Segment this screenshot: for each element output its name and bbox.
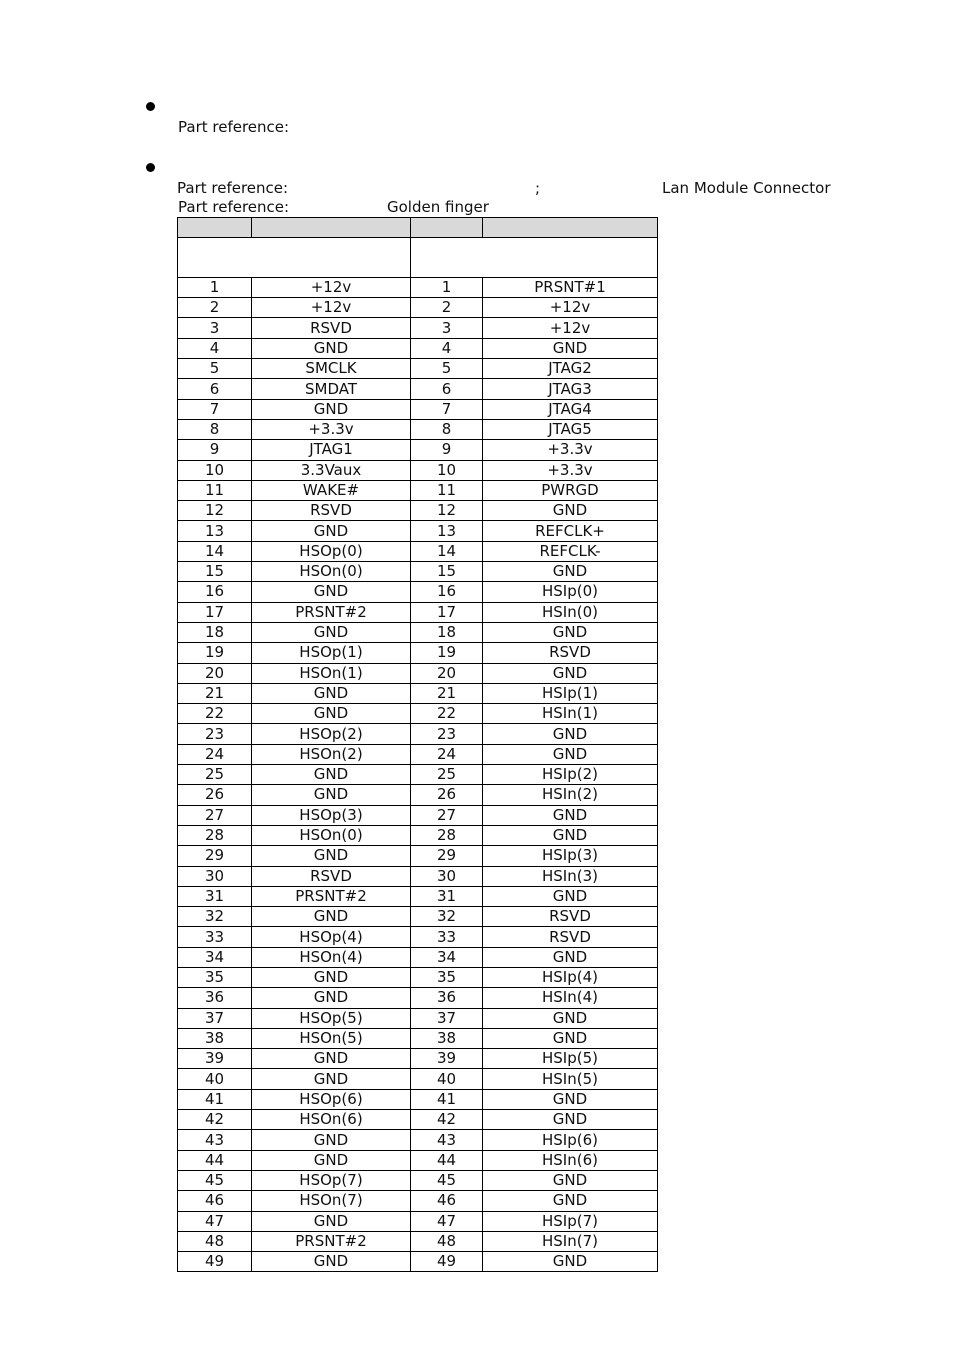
pin-number-side-a: 24 [178, 744, 252, 764]
signal-side-b: HSIn(5) [483, 1069, 658, 1089]
signal-side-a: GND [252, 1069, 411, 1089]
subheader-cell [411, 238, 658, 258]
pin-number-side-a: 28 [178, 825, 252, 845]
signal-side-b: HSIp(5) [483, 1049, 658, 1069]
signal-side-b: GND [483, 1252, 658, 1272]
signal-side-b: GND [483, 1170, 658, 1190]
pin-number-side-a: 32 [178, 907, 252, 927]
signal-side-a: GND [252, 338, 411, 358]
pin-number-side-a: 10 [178, 460, 252, 480]
table-row [178, 907, 658, 927]
table-row [178, 1191, 658, 1211]
pin-number-side-b: 37 [411, 1008, 483, 1028]
table-row [178, 440, 658, 460]
signal-side-a: PRSNT#2 [252, 886, 411, 906]
signal-side-b: HSIp(4) [483, 967, 658, 987]
pin-number-side-a: 36 [178, 988, 252, 1008]
signal-side-a: GND [252, 582, 411, 602]
signal-side-a: HSOn(6) [252, 1110, 411, 1130]
pin-number-side-a: 46 [178, 1191, 252, 1211]
table-row [178, 988, 658, 1008]
pin-number-side-b: 32 [411, 907, 483, 927]
pin-number-side-a: 26 [178, 785, 252, 805]
table-row [178, 582, 658, 602]
spacer-cell [178, 258, 411, 278]
table-row [178, 927, 658, 947]
pin-number-side-a: 48 [178, 1231, 252, 1251]
signal-side-a: HSOn(5) [252, 1028, 411, 1048]
signal-side-b: +3.3v [483, 440, 658, 460]
pin-number-side-b: 28 [411, 825, 483, 845]
signal-side-a: +12v [252, 277, 411, 297]
subheader-cell [178, 238, 411, 258]
part-reference-value-lan-module: Lan Module Connector [662, 179, 831, 197]
pin-number-side-b: 16 [411, 582, 483, 602]
table-row [178, 1089, 658, 1109]
pin-number-side-b: 38 [411, 1028, 483, 1048]
pin-number-side-b: 49 [411, 1252, 483, 1272]
signal-side-b: JTAG2 [483, 359, 658, 379]
header-cell [252, 218, 411, 238]
pin-number-side-b: 12 [411, 501, 483, 521]
signal-side-a: GND [252, 988, 411, 1008]
signal-side-b: GND [483, 724, 658, 744]
table-row [178, 501, 658, 521]
pin-number-side-b: 18 [411, 622, 483, 642]
signal-side-b: HSIp(6) [483, 1130, 658, 1150]
pin-number-side-a: 2 [178, 298, 252, 318]
pin-number-side-a: 41 [178, 1089, 252, 1109]
signal-side-b: GND [483, 805, 658, 825]
table-row [178, 460, 658, 480]
table-row [178, 825, 658, 845]
signal-side-a: GND [252, 1211, 411, 1231]
bullet-1 [146, 102, 155, 111]
signal-side-a: GND [252, 1150, 411, 1170]
pin-number-side-a: 21 [178, 683, 252, 703]
table-spacer-row [178, 258, 658, 278]
pin-number-side-b: 45 [411, 1170, 483, 1190]
signal-side-a: GND [252, 683, 411, 703]
pin-number-side-b: 40 [411, 1069, 483, 1089]
signal-side-b: HSIn(0) [483, 602, 658, 622]
table-row [178, 1231, 658, 1251]
signal-side-b: GND [483, 1110, 658, 1130]
pin-number-side-b: 2 [411, 298, 483, 318]
header-cell [178, 218, 252, 238]
pin-number-side-a: 40 [178, 1069, 252, 1089]
table-row [178, 602, 658, 622]
signal-side-b: GND [483, 825, 658, 845]
signal-side-a: GND [252, 399, 411, 419]
pin-number-side-b: 25 [411, 765, 483, 785]
pin-number-side-a: 20 [178, 663, 252, 683]
pin-number-side-b: 19 [411, 643, 483, 663]
signal-side-a: GND [252, 785, 411, 805]
pin-number-side-a: 43 [178, 1130, 252, 1150]
pin-number-side-a: 12 [178, 501, 252, 521]
pin-number-side-b: 48 [411, 1231, 483, 1251]
pin-number-side-a: 27 [178, 805, 252, 825]
signal-side-a: GND [252, 622, 411, 642]
table-row [178, 683, 658, 703]
signal-side-a: HSOp(6) [252, 1089, 411, 1109]
table-row [178, 1252, 658, 1272]
pin-number-side-a: 7 [178, 399, 252, 419]
signal-side-b: GND [483, 947, 658, 967]
signal-side-a: HSOn(2) [252, 744, 411, 764]
signal-side-b: GND [483, 501, 658, 521]
pin-number-side-b: 35 [411, 967, 483, 987]
pin-number-side-a: 31 [178, 886, 252, 906]
table-subheader-row [178, 238, 658, 258]
part-reference-separator: ; [535, 179, 541, 197]
table-row [178, 298, 658, 318]
table-row [178, 1069, 658, 1089]
signal-side-a: HSOn(1) [252, 663, 411, 683]
pin-number-side-b: 1 [411, 277, 483, 297]
signal-side-a: GND [252, 704, 411, 724]
pin-number-side-a: 3 [178, 318, 252, 338]
table-row [178, 277, 658, 297]
table-row [178, 765, 658, 785]
table-row [178, 704, 658, 724]
pin-number-side-a: 1 [178, 277, 252, 297]
pin-number-side-b: 8 [411, 419, 483, 439]
table-row [178, 480, 658, 500]
pin-number-side-a: 19 [178, 643, 252, 663]
part-reference-label-2: Part reference: [177, 179, 289, 197]
pin-number-side-b: 6 [411, 379, 483, 399]
signal-side-a: HSOp(1) [252, 643, 411, 663]
spacer-cell [411, 258, 658, 278]
signal-side-b: REFCLK- [483, 541, 658, 561]
pin-number-side-b: 4 [411, 338, 483, 358]
signal-side-a: JTAG1 [252, 440, 411, 460]
signal-side-b: HSIp(7) [483, 1211, 658, 1231]
signal-side-b: HSIn(2) [483, 785, 658, 805]
pin-number-side-a: 39 [178, 1049, 252, 1069]
signal-side-b: HSIn(7) [483, 1231, 658, 1251]
table-row [178, 399, 658, 419]
header-cell [411, 218, 483, 238]
pin-number-side-a: 34 [178, 947, 252, 967]
pin-number-side-b: 47 [411, 1211, 483, 1231]
pin-number-side-a: 18 [178, 622, 252, 642]
signal-side-a: +3.3v [252, 419, 411, 439]
pin-number-side-a: 15 [178, 562, 252, 582]
pin-number-side-a: 47 [178, 1211, 252, 1231]
signal-side-a: HSOp(0) [252, 541, 411, 561]
pin-number-side-a: 23 [178, 724, 252, 744]
signal-side-a: GND [252, 846, 411, 866]
table-row [178, 379, 658, 399]
signal-side-a: HSOn(7) [252, 1191, 411, 1211]
signal-side-b: GND [483, 663, 658, 683]
signal-side-a: WAKE# [252, 480, 411, 500]
pin-number-side-b: 17 [411, 602, 483, 622]
signal-side-a: HSOp(3) [252, 805, 411, 825]
part-reference-value-golden-finger: Golden finger [387, 198, 489, 216]
pin-number-side-b: 11 [411, 480, 483, 500]
pin-number-side-a: 38 [178, 1028, 252, 1048]
table-row [178, 967, 658, 987]
signal-side-a: HSOp(5) [252, 1008, 411, 1028]
table-row [178, 1170, 658, 1190]
pin-number-side-a: 6 [178, 379, 252, 399]
pin-number-side-a: 11 [178, 480, 252, 500]
pin-number-side-b: 30 [411, 866, 483, 886]
pin-number-side-b: 42 [411, 1110, 483, 1130]
pin-number-side-a: 37 [178, 1008, 252, 1028]
table-row [178, 1150, 658, 1170]
pin-number-side-b: 7 [411, 399, 483, 419]
pin-number-side-b: 31 [411, 886, 483, 906]
pin-number-side-b: 21 [411, 683, 483, 703]
pin-number-side-b: 9 [411, 440, 483, 460]
pin-number-side-b: 44 [411, 1150, 483, 1170]
pin-number-side-a: 29 [178, 846, 252, 866]
part-reference-label-3: Part reference: [178, 198, 290, 216]
table-row [178, 744, 658, 764]
pin-number-side-b: 27 [411, 805, 483, 825]
pin-number-side-b: 39 [411, 1049, 483, 1069]
pin-number-side-b: 41 [411, 1089, 483, 1109]
pin-number-side-b: 13 [411, 521, 483, 541]
signal-side-b: +3.3v [483, 460, 658, 480]
table-row [178, 663, 658, 683]
pin-number-side-b: 20 [411, 663, 483, 683]
pin-number-side-b: 3 [411, 318, 483, 338]
table-row [178, 338, 658, 358]
pin-number-side-b: 33 [411, 927, 483, 947]
pin-number-side-b: 15 [411, 562, 483, 582]
pin-number-side-a: 33 [178, 927, 252, 947]
pin-number-side-a: 30 [178, 866, 252, 886]
bullet-2 [146, 163, 155, 172]
pin-number-side-a: 35 [178, 967, 252, 987]
signal-side-a: GND [252, 765, 411, 785]
signal-side-b: RSVD [483, 927, 658, 947]
signal-side-a: HSOp(4) [252, 927, 411, 947]
pin-number-side-b: 23 [411, 724, 483, 744]
signal-side-b: PRSNT#1 [483, 277, 658, 297]
signal-side-b: HSIp(1) [483, 683, 658, 703]
pin-number-side-b: 22 [411, 704, 483, 724]
signal-side-a: PRSNT#2 [252, 1231, 411, 1251]
pin-number-side-a: 22 [178, 704, 252, 724]
pin-number-side-a: 13 [178, 521, 252, 541]
table-row [178, 805, 658, 825]
table-row [178, 947, 658, 967]
signal-side-b: GND [483, 1028, 658, 1048]
signal-side-b: RSVD [483, 643, 658, 663]
table-row [178, 1049, 658, 1069]
pin-number-side-b: 24 [411, 744, 483, 764]
table-row [178, 541, 658, 561]
signal-side-b: GND [483, 744, 658, 764]
signal-side-b: JTAG5 [483, 419, 658, 439]
pin-number-side-b: 43 [411, 1130, 483, 1150]
signal-side-a: HSOp(2) [252, 724, 411, 744]
signal-side-a: GND [252, 967, 411, 987]
signal-side-a: RSVD [252, 866, 411, 886]
pin-number-side-a: 42 [178, 1110, 252, 1130]
signal-side-b: HSIn(4) [483, 988, 658, 1008]
table-row [178, 562, 658, 582]
pin-number-side-b: 5 [411, 359, 483, 379]
signal-side-a: HSOp(7) [252, 1170, 411, 1190]
signal-side-a: GND [252, 907, 411, 927]
signal-side-a: HSOn(4) [252, 947, 411, 967]
signal-side-b: GND [483, 1191, 658, 1211]
pin-number-side-a: 8 [178, 419, 252, 439]
signal-side-a: RSVD [252, 501, 411, 521]
pin-number-side-b: 29 [411, 846, 483, 866]
signal-side-b: HSIp(0) [483, 582, 658, 602]
signal-side-a: SMDAT [252, 379, 411, 399]
signal-side-a: 3.3Vaux [252, 460, 411, 480]
signal-side-b: HSIp(2) [483, 765, 658, 785]
pin-number-side-b: 14 [411, 541, 483, 561]
signal-side-b: HSIn(6) [483, 1150, 658, 1170]
table-row [178, 1008, 658, 1028]
signal-side-b: GND [483, 562, 658, 582]
signal-side-a: HSOn(0) [252, 825, 411, 845]
signal-side-b: PWRGD [483, 480, 658, 500]
part-reference-label-1: Part reference: [178, 118, 290, 136]
pin-number-side-b: 10 [411, 460, 483, 480]
table-row [178, 886, 658, 906]
signal-side-b: GND [483, 338, 658, 358]
signal-side-b: HSIp(3) [483, 846, 658, 866]
signal-side-b: +12v [483, 318, 658, 338]
pin-number-side-a: 14 [178, 541, 252, 561]
signal-side-b: GND [483, 622, 658, 642]
signal-side-b: HSIn(3) [483, 866, 658, 886]
table-row [178, 359, 658, 379]
table-row [178, 622, 658, 642]
pin-number-side-a: 5 [178, 359, 252, 379]
pin-assignment-table [177, 217, 658, 1272]
signal-side-b: GND [483, 1089, 658, 1109]
pin-number-side-a: 25 [178, 765, 252, 785]
pin-number-side-a: 45 [178, 1170, 252, 1190]
signal-side-a: HSOn(0) [252, 562, 411, 582]
table-header-row [178, 218, 658, 238]
table-row [178, 1110, 658, 1130]
signal-side-a: GND [252, 1252, 411, 1272]
pin-number-side-a: 4 [178, 338, 252, 358]
header-cell [483, 218, 658, 238]
table-row [178, 1028, 658, 1048]
table-row [178, 419, 658, 439]
pin-number-side-a: 44 [178, 1150, 252, 1170]
table-row [178, 866, 658, 886]
signal-side-a: GND [252, 1130, 411, 1150]
table-row [178, 521, 658, 541]
table-row [178, 785, 658, 805]
signal-side-b: +12v [483, 298, 658, 318]
signal-side-b: GND [483, 886, 658, 906]
pin-number-side-b: 46 [411, 1191, 483, 1211]
signal-side-b: REFCLK+ [483, 521, 658, 541]
signal-side-a: PRSNT#2 [252, 602, 411, 622]
pin-number-side-a: 17 [178, 602, 252, 622]
pin-number-side-b: 36 [411, 988, 483, 1008]
signal-side-b: HSIn(1) [483, 704, 658, 724]
signal-side-b: GND [483, 1008, 658, 1028]
table-row [178, 318, 658, 338]
signal-side-b: JTAG3 [483, 379, 658, 399]
pin-number-side-b: 26 [411, 785, 483, 805]
table-row [178, 1130, 658, 1150]
signal-side-a: SMCLK [252, 359, 411, 379]
signal-side-a: GND [252, 521, 411, 541]
signal-side-b: JTAG4 [483, 399, 658, 419]
table-row [178, 643, 658, 663]
pin-number-side-a: 16 [178, 582, 252, 602]
pin-number-side-a: 9 [178, 440, 252, 460]
signal-side-a: GND [252, 1049, 411, 1069]
signal-side-a: RSVD [252, 318, 411, 338]
table-row [178, 724, 658, 744]
pin-number-side-a: 49 [178, 1252, 252, 1272]
table-row [178, 1211, 658, 1231]
signal-side-b: RSVD [483, 907, 658, 927]
signal-side-a: +12v [252, 298, 411, 318]
pin-number-side-b: 34 [411, 947, 483, 967]
table-row [178, 846, 658, 866]
